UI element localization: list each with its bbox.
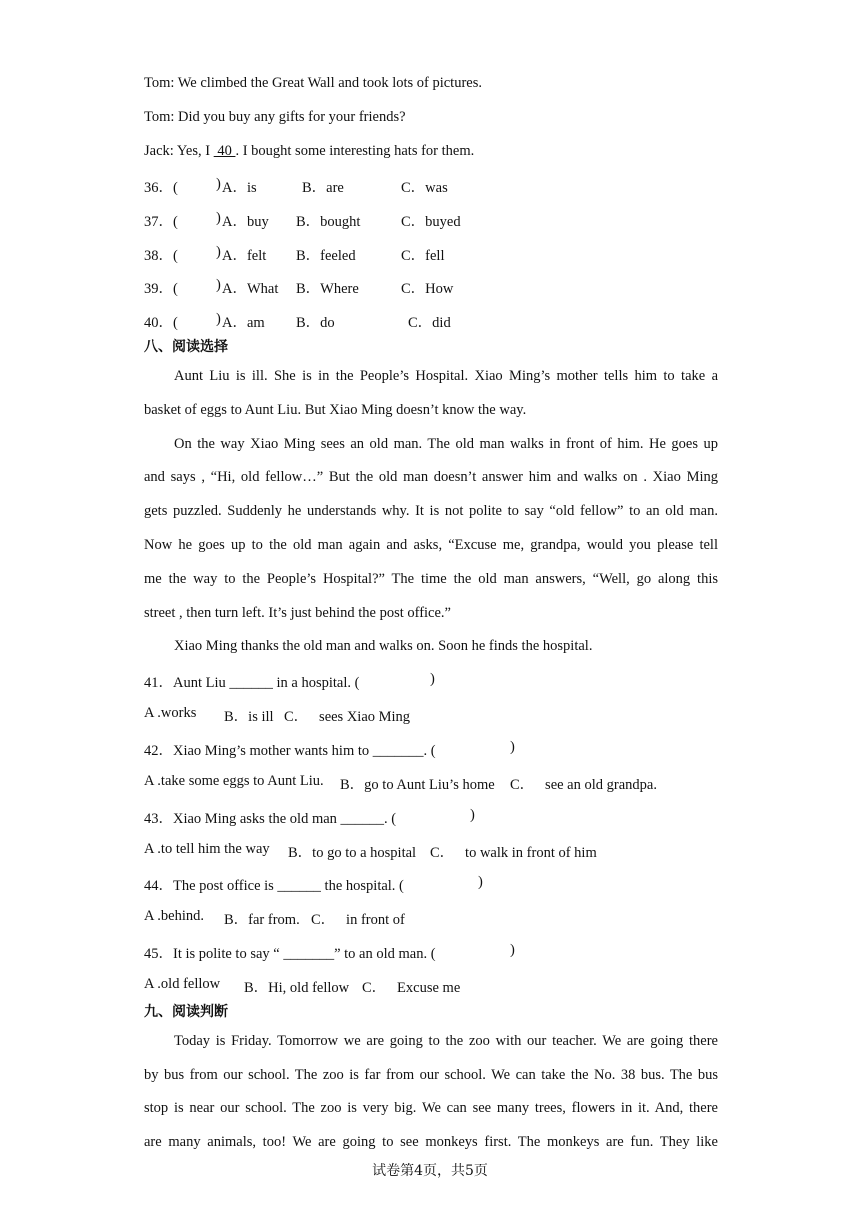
question-text: 44．The post office is ______ the hospital. ( bbox=[144, 878, 404, 894]
option-b: B．feeled bbox=[296, 248, 356, 264]
option-a: A．is bbox=[222, 180, 257, 196]
paren-close: ) bbox=[216, 311, 221, 327]
page-footer: 试卷第4页，共5页 bbox=[372, 1163, 488, 1179]
option-c: C． see an old grandpa. bbox=[510, 777, 657, 793]
paren-close: ) bbox=[470, 807, 475, 823]
question-text: 43．Xiao Ming asks the old man ______. ( bbox=[144, 811, 397, 827]
question-text: 42．Xiao Ming’s mother wants him to _______. ( bbox=[144, 743, 436, 759]
section-9-heading: 九、阅读判断 bbox=[144, 1004, 228, 1020]
paren-close: ) bbox=[216, 176, 221, 192]
option-c: C．How bbox=[401, 281, 454, 297]
passage-line: me the way to the People’s Hospital?” The time the old man answers, “Well, go along this bbox=[144, 571, 718, 587]
passage-line: Aunt Liu is ill. She is in the People’s Hospital. Xiao Ming’s mother tells him to take a bbox=[174, 368, 718, 384]
option-a: A．What bbox=[222, 281, 279, 297]
passage-line: Now he goes up to the old man again and asks, “Excuse me, grandpa, would you please tell bbox=[144, 537, 718, 553]
option-b: B．go to Aunt Liu’s home bbox=[340, 777, 495, 793]
passage-line: gets puzzled. Suddenly he understands why. It is not polite to say “old fellow” to an old man. bbox=[144, 503, 718, 519]
passage-line: by bus from our school. The zoo is far from our school. We can take the No. 38 bus. The bus bbox=[144, 1067, 718, 1083]
question-text: 45．It is polite to say “ _______” to an old man. ( bbox=[144, 946, 436, 962]
dialog-line-2: Tom: Did you buy any gifts for your friends? bbox=[144, 109, 406, 125]
option-b: B．is ill bbox=[224, 709, 274, 725]
passage-line: Today is Friday. Tomorrow we are going to the zoo with our teacher. We are going there bbox=[174, 1033, 718, 1049]
option-c: C．was bbox=[401, 180, 448, 196]
question-text: 41．Aunt Liu ______ in a hospital. ( bbox=[144, 675, 360, 691]
paren-close: ) bbox=[430, 671, 435, 687]
dialog-line-3-end: . I bought some interesting hats for them. bbox=[235, 143, 475, 159]
option-c: C．buyed bbox=[401, 214, 461, 230]
passage-line: On the way Xiao Ming sees an old man. The old man walks in front of him. He goes up bbox=[174, 436, 718, 452]
question-number: 38．( bbox=[144, 248, 178, 264]
paren-close: ) bbox=[216, 277, 221, 293]
option-c: C． Excuse me bbox=[362, 980, 461, 996]
question-number: 37．( bbox=[144, 214, 178, 230]
dialog-line-1: Tom: We climbed the Great Wall and took lots of pictures. bbox=[144, 75, 482, 91]
option-b: B．Hi, old fellow bbox=[244, 980, 350, 996]
option-c: C． to walk in front of him bbox=[430, 845, 597, 861]
option-c: C． in front of bbox=[311, 912, 405, 928]
option-c: C．fell bbox=[401, 248, 445, 264]
option-b: B．far from. bbox=[224, 912, 300, 928]
option-b: B．to go to a hospital bbox=[288, 845, 417, 861]
question-number: 40．( bbox=[144, 315, 178, 331]
passage-line: are many animals, too! We are going to see monkeys first. The monkeys are fun. They like bbox=[144, 1134, 718, 1150]
paren-close: ) bbox=[478, 874, 483, 890]
passage-line: basket of eggs to Aunt Liu. But Xiao Ming doesn’t know the way. bbox=[144, 402, 527, 418]
option-c: C． sees Xiao Ming bbox=[284, 709, 411, 725]
paren-close: ) bbox=[510, 739, 515, 755]
option-a: A．buy bbox=[222, 214, 269, 230]
option-a: A．am bbox=[222, 315, 265, 331]
blank-40: 40 bbox=[213, 143, 236, 159]
option-a: A．felt bbox=[222, 248, 267, 264]
option-c: C．did bbox=[408, 315, 451, 331]
option-a: A .works bbox=[144, 705, 197, 721]
question-number: 39．( bbox=[144, 281, 178, 297]
passage-line: street , then turn left. It’s just behind the post office.” bbox=[144, 605, 451, 621]
option-a: A .take some eggs to Aunt Liu. bbox=[144, 773, 324, 789]
passage-line: Xiao Ming thanks the old man and walks on. Soon he finds the hospital. bbox=[174, 638, 593, 654]
passage-line: stop is near our school. The zoo is very big. We can see many trees, flowers in it. And, there bbox=[144, 1100, 718, 1116]
option-a: A .to tell him the way bbox=[144, 841, 270, 857]
question-number: 36．( bbox=[144, 180, 178, 196]
dialog-line-3-start: Jack: Yes, I bbox=[144, 143, 214, 159]
option-b: B．Where bbox=[296, 281, 359, 297]
option-b: B．bought bbox=[296, 214, 361, 230]
option-a: A .behind. bbox=[144, 908, 205, 924]
dialog-line-3 bbox=[144, 142, 474, 160]
paren-close: ) bbox=[216, 244, 221, 260]
section-8-heading: 八、阅读选择 bbox=[144, 339, 228, 355]
option-a: A .old fellow bbox=[144, 976, 221, 992]
option-b: B．are bbox=[302, 180, 344, 196]
paren-close: ) bbox=[216, 210, 221, 226]
passage-line: and says , “Hi, old fellow…” But the old man doesn’t answer him and walks on . Xiao Ming bbox=[144, 469, 718, 485]
option-b: B．do bbox=[296, 315, 335, 331]
paren-close: ) bbox=[510, 942, 515, 958]
